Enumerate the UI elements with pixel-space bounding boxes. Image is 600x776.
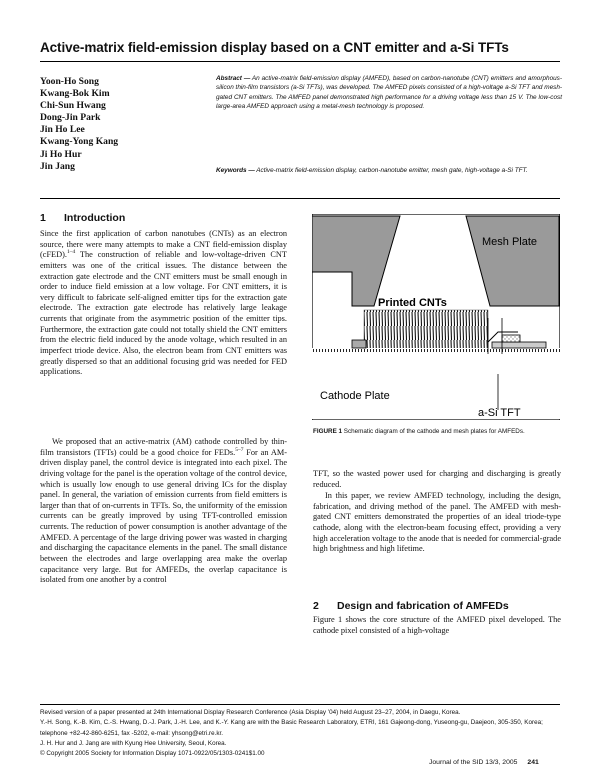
section-heading	[40, 212, 125, 224]
intro-paragraph-1: Since the first application of carbon nanotubes (CNTs) as an electron source, there were many attempts to make a CNT field-emission display (cFED).$^{1-4}$ The construction of reliable and low-voltage-driven CNT emitters was one of the critical issues. The distance between the extraction gate electrode and the CNT emitters must be small enough in order to induce field emission at a low voltage. For CNT emitters, it is very difficult to fabricate self-aligned emitter tips for the extraction gate electrode. The extraction gate electrode has relatively large leakage currents that originate from the asymmetric position of the emitter tips. Furthermore, the extraction gate could not totally shield the CNT emitters from the electric field induced by the anode voltage, which resulted in an imperfect triode device. Also, the electron beam from CNT emitters was greatly dispersed so that an additional focusing grid was needed for FED applications.	[40, 229, 287, 377]
author: Ji Ho Hur	[40, 148, 82, 160]
author: Kwang-Yong Kang	[40, 136, 119, 148]
abstract	[216, 74, 562, 112]
author: Jin Ho Lee	[40, 124, 85, 136]
section-number: 1	[40, 212, 46, 224]
author: Dong-Jin Park	[40, 112, 101, 124]
footnote: © Copyright 2005 Society for Information Display 1071-0922/05/1303-0241$1.00	[40, 750, 265, 758]
title-rule	[40, 61, 560, 62]
figure-1-caption	[313, 428, 561, 436]
caption-label: FIGURE 1	[313, 428, 343, 435]
intro-paragraph-2: We proposed that an active-matrix (AM) cathode controlled by thin-film transistors (TFTs) could be a good choice for FEDs.$^{5-7}$ For an AM-driven display panel, the control device is integrated into each pixel. The driving voltage for the panel is the operation voltage of the control device, which is usually low enough to use general driving ICs for the display panel. In general, the variation of emission currents from field emitters is larger than that of on-currents in TFTs. So, the uniformity of the emission currents can be greatly improved by using TFT-controlled emission currents. The reduction of power consumption is another advantage of the AMFED. A percentage of the large driving power was wasted in charging and discharging the capacitance elements in the panel. The small distance between the electrodes and large overlapping area make the overlap capacitance very large. But for AMFEDs, the overlap capacitance is isolated from one another by a control	[40, 437, 287, 585]
cnt-emitters	[364, 310, 488, 352]
figure-1-diagram	[312, 214, 560, 420]
section-number: 2	[313, 600, 319, 612]
insulator-layer	[312, 348, 560, 354]
author: Yoon-Ho Song	[40, 76, 99, 87]
author: Jin Jang	[40, 160, 75, 172]
abstract-text: An active-matrix field-emission display (AMFED), based on carbon-nanotube (CNT) emitters and amorphous-silicon thin-film transistors (a-Si TFTs), was developed. The AMFED pixels consisted of a high-voltage a-Si TFT and mesh-gated CNT emitters. The AMFED panel demonstrated high performance for a driving voltage less than 15 V. The low-cost large-area AMFED approach using a metal-mesh technology is proposed.	[216, 75, 562, 111]
keywords	[216, 166, 562, 175]
cathode-plate-label: Cathode Plate	[320, 390, 390, 402]
abstract-label: Abstract —	[216, 75, 251, 82]
keywords-text: Active-matrix field-emission display, carbon-nanotube emitter, mesh gate, high-voltage a-Si TFT.	[256, 167, 528, 174]
section-2-paragraph: Figure 1 shows the core structure of the AMFED pixel developed. The cathode pixel consisted of a high-voltage	[313, 615, 561, 635]
page-footer	[429, 759, 539, 766]
footnote: Revised version of a paper presented at 24th International Display Research Conference (Asia Display ’04) held August 23–27, 2004, in Daegu, Korea.	[40, 709, 461, 716]
author: Kwang-Bok Kim	[40, 88, 110, 100]
citation: 5–7	[235, 446, 244, 453]
printed-cnts-label: Printed CNTs	[378, 297, 447, 309]
footnote: J. H. Hur and J. Jang are with Kyung Hee University, Seoul, Korea.	[40, 739, 227, 747]
section-heading	[313, 600, 509, 612]
cathode-plate	[312, 354, 560, 419]
section-title: Design and fabrication of AMFEDs	[337, 600, 509, 612]
intro-paragraph-4: In this paper, we review AMFED technology, including the design, fabrication, and driving method of the panel. The AMFED with mesh-gated CNT emitters demonstrated the properties of an ideal triode-type cathode, along with the electron-beam focusing effect, providing a very high acceleration voltage to the anode that is needed for commercial-grade high brightness and high lifetime.	[313, 491, 561, 554]
footnote: Y.-H. Song, K.-B. Kim, C.-S. Hwang, D.-J. Park, J.-H. Lee, and K.-Y. Kang are with the Basic Research Laboratory, ETRI, 161 Gajeong-dong, Yuseong-gu, Daejeon, 305-350, Korea; telephone +82-42-860-6251, fax -5202, e-mail: yhsong@etri.re.kr.	[40, 719, 543, 737]
section-title: Introduction	[64, 212, 126, 224]
tft-source	[502, 335, 520, 342]
journal-name: Journal of the SID 13/3, 2005	[429, 759, 518, 766]
intro-paragraph-3: TFT, so the wasted power used for charging and discharging is greatly reduced.	[313, 469, 561, 489]
author-list	[40, 76, 210, 173]
gate-pad	[352, 340, 366, 348]
citation: 1–4	[66, 249, 76, 256]
footnotes	[40, 708, 560, 759]
author: Chi-Sun Hwang	[40, 100, 106, 112]
footnote-rule	[40, 704, 560, 705]
page-number: 241	[527, 759, 539, 766]
mesh-plate-label: Mesh Plate	[482, 236, 538, 248]
keywords-label: Keywords —	[216, 167, 255, 174]
tft-gate	[492, 342, 546, 348]
asi-tft-label: a-Si TFT	[478, 407, 521, 419]
header-rule	[40, 198, 560, 199]
paper-title: Active-matrix field-emission display based on a CNT emitter and a-Si TFTs	[40, 40, 509, 55]
caption-text: Schematic diagram of the cathode and mesh plates for AMFEDs.	[343, 428, 525, 435]
